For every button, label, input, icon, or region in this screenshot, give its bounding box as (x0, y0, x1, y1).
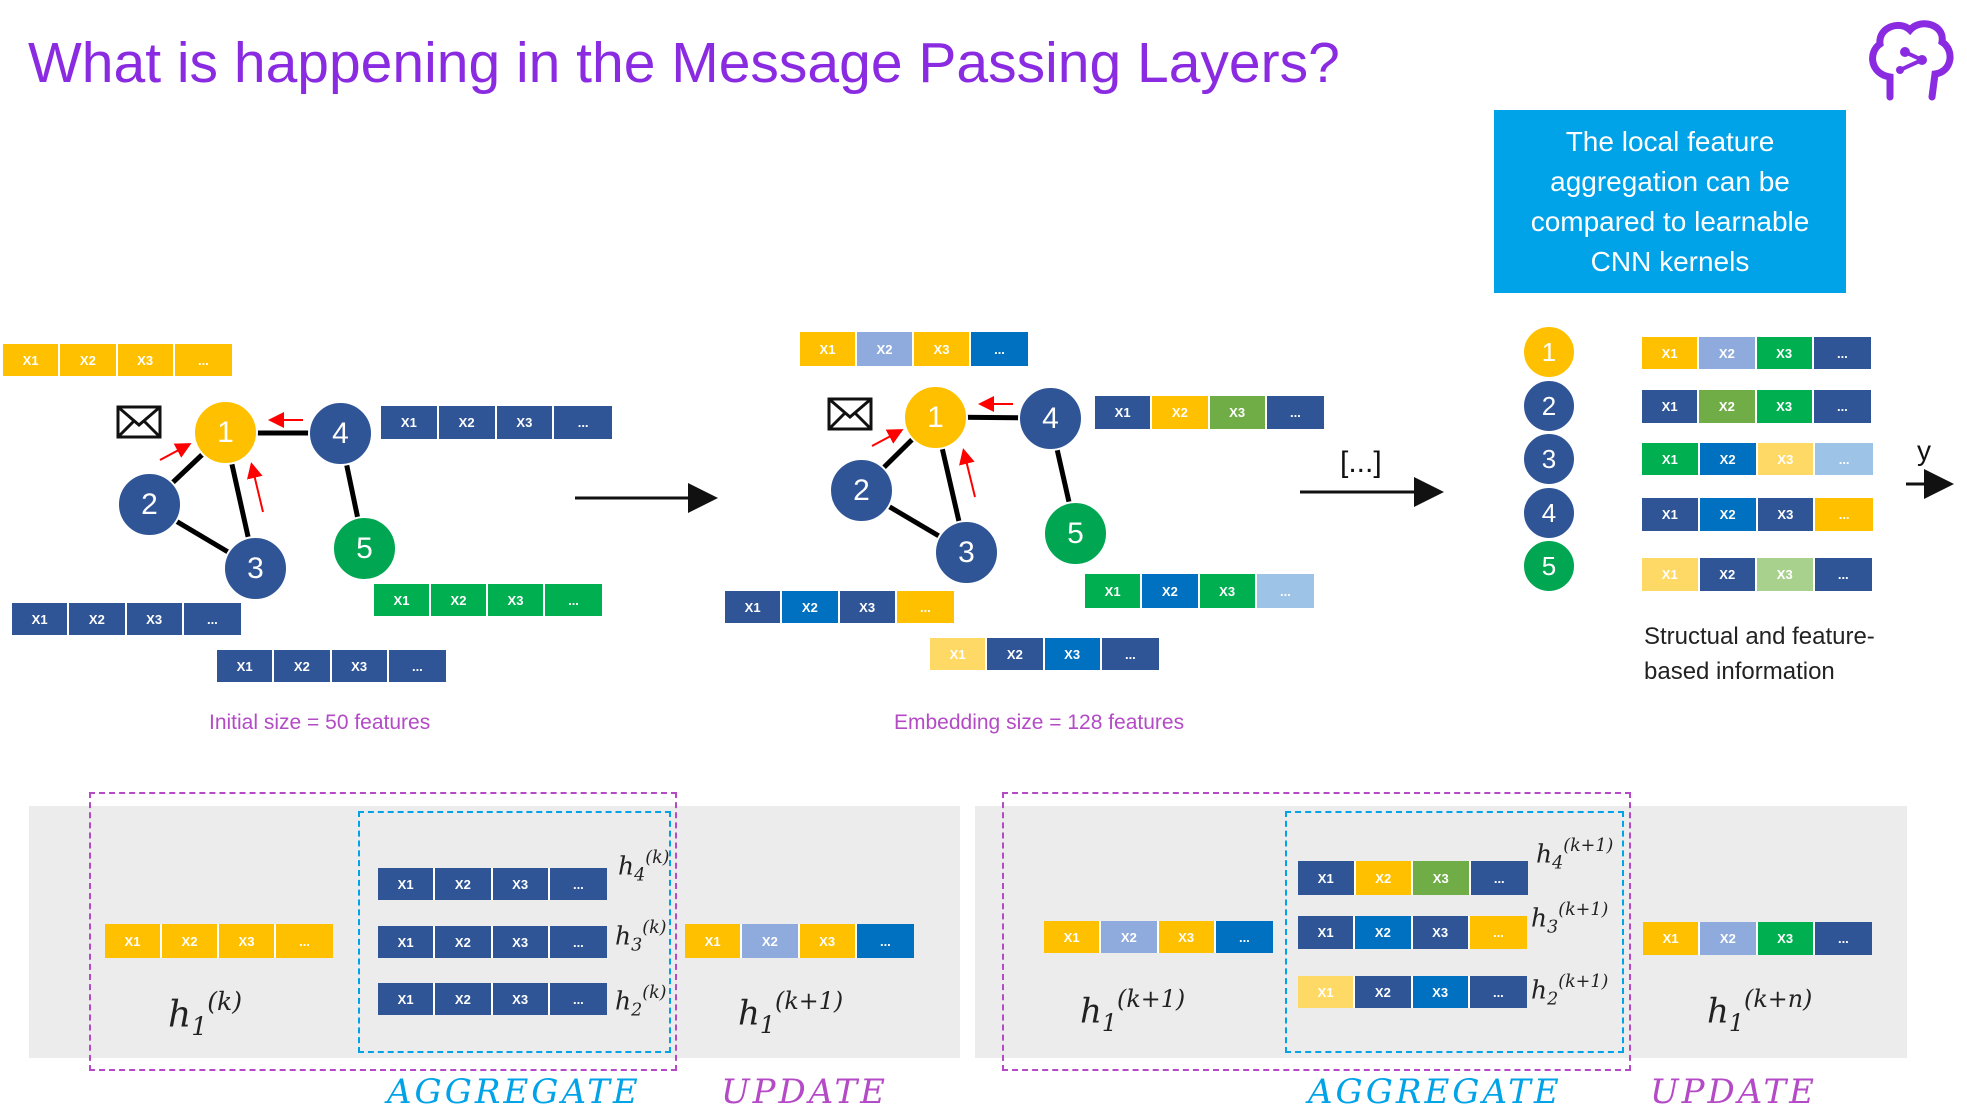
feature-cell: X1 (685, 924, 742, 958)
ellipsis-step: [...] (1340, 446, 1382, 479)
page-title: What is happening in the Message Passing Layers? (28, 31, 1340, 95)
feature-cell: X3 (493, 926, 550, 958)
feature-cell: ... (389, 650, 446, 682)
feature-cell: X2 (1699, 337, 1756, 369)
feature-cell: X2 (435, 868, 492, 900)
feature-cell: X2 (1101, 921, 1158, 953)
result-node-4: 4 (1522, 486, 1576, 540)
feature-cell: ... (184, 603, 241, 635)
feature-cell: X1 (1642, 443, 1700, 475)
feature-cell: X2 (1700, 443, 1758, 475)
feature-cell: X2 (1152, 396, 1209, 429)
message-arrow (160, 445, 188, 460)
feature-cell: ... (1470, 976, 1527, 1008)
feature-cell: X1 (1298, 916, 1355, 949)
feature-cell: X1 (930, 638, 987, 670)
graph-node-4: 4 (308, 401, 373, 466)
feature-cell: X3 (1045, 638, 1102, 670)
feature-cell: X1 (1095, 396, 1152, 429)
feature-cell: X2 (431, 584, 488, 616)
graph-node-3: 3 (223, 536, 288, 601)
feature-vector-node-5 (374, 584, 602, 616)
feature-cell: X3 (1757, 558, 1815, 591)
graph-node-4: 4 (1018, 386, 1083, 451)
feature-cell: ... (1102, 638, 1159, 670)
feature-cell: X3 (497, 406, 555, 439)
feature-cell: X1 (1642, 337, 1699, 369)
stage-update: UPDATE (721, 1072, 888, 1112)
feature-cell: X2 (857, 332, 914, 366)
result-node-1: 1 (1522, 325, 1576, 379)
feature-cell: X3 (1757, 337, 1814, 369)
feature-cell: X1 (378, 868, 435, 900)
feature-cell: X1 (800, 332, 857, 366)
feature-cell: X1 (1298, 861, 1356, 895)
feature-cell: X3 (1210, 396, 1267, 429)
graph-node-5: 5 (332, 516, 397, 581)
feature-cell: X3 (1413, 861, 1471, 895)
feature-cell: ... (897, 591, 954, 623)
vector-h1k1 (1044, 921, 1273, 953)
feature-cell: ... (550, 983, 607, 1015)
feature-vector-node-1 (800, 332, 1028, 366)
output-label: y (1917, 435, 1931, 466)
feature-cell: X3 (118, 344, 175, 376)
feature-cell: X1 (381, 406, 439, 439)
feature-cell: X3 (914, 332, 971, 366)
feature-cell: X3 (840, 591, 897, 623)
feature-cell: X3 (1757, 390, 1814, 423)
graph-node-5: 5 (1043, 501, 1108, 566)
callout-text: The local feature aggregation can be compared to learnable CNN kernels (1530, 125, 1810, 277)
feature-cell: ... (971, 332, 1028, 366)
feature-cell: X3 (127, 603, 184, 635)
result-vector-node-2 (1642, 390, 1871, 423)
feature-vector-node-2 (725, 591, 954, 623)
feature-cell: ... (545, 584, 602, 616)
feature-cell: X1 (1044, 921, 1101, 953)
feature-cell: X3 (800, 924, 857, 958)
feature-cell: X2 (439, 406, 497, 439)
result-vector-node-3 (1642, 443, 1873, 475)
graph-node-1: 1 (193, 400, 258, 465)
feature-cell: X2 (782, 591, 839, 623)
feature-cell: ... (1470, 916, 1527, 949)
feature-cell: ... (550, 868, 607, 900)
feature-cell: ... (1815, 558, 1873, 591)
label-h1k: $h_1^{(k)}$ (168, 987, 243, 1042)
feature-cell: X1 (378, 983, 435, 1015)
message-arrow (252, 466, 263, 512)
vector-h3k1 (1298, 916, 1527, 949)
graph-node-2: 2 (829, 458, 894, 523)
feature-cell: ... (1815, 443, 1873, 475)
feature-vector-node-1 (3, 344, 232, 376)
feature-cell: ... (1814, 390, 1871, 423)
structural-info-text: Structual and feature-based information (1644, 623, 1875, 685)
feature-cell: ... (1815, 922, 1872, 955)
feature-vector-node-4 (381, 406, 612, 439)
feature-cell: X2 (1699, 390, 1756, 423)
feature-cell: X3 (1200, 574, 1257, 608)
feature-cell: X1 (1642, 498, 1700, 531)
vector-h2k (378, 983, 607, 1015)
label-h1kn: $h_1^{(k+n)}$ (1707, 985, 1813, 1037)
label-h2k: $h_2^{(k)}$ (615, 983, 667, 1021)
feature-cell: X3 (488, 584, 545, 616)
message-arrow (872, 431, 900, 446)
vector-h1kn (1643, 922, 1872, 955)
feature-cell: X2 (1355, 916, 1412, 949)
vector-h2k1 (1298, 976, 1527, 1008)
feature-vector-node-3 (930, 638, 1159, 670)
feature-cell: X2 (742, 924, 799, 958)
graph-node-2: 2 (117, 472, 182, 537)
message-arrow (964, 452, 975, 497)
feature-cell: X3 (1413, 976, 1470, 1008)
feature-cell: X3 (1159, 921, 1216, 953)
vector-h4k (378, 868, 607, 900)
feature-vector-node-5 (1085, 574, 1314, 608)
feature-cell: X2 (274, 650, 331, 682)
label-h1k1: $h_1^{(k+1)}$ (738, 987, 844, 1039)
feature-cell: X1 (1642, 390, 1699, 423)
feature-vector-node-3 (217, 650, 446, 682)
feature-cell: X2 (1700, 558, 1758, 591)
feature-cell: X3 (1758, 443, 1816, 475)
feature-cell: X1 (1642, 558, 1700, 591)
feature-cell: X2 (69, 603, 126, 635)
feature-vector-node-2 (12, 603, 241, 635)
result-vector-node-4 (1642, 498, 1873, 531)
feature-cell: X1 (1298, 976, 1355, 1008)
feature-cell: X1 (1643, 922, 1700, 955)
feature-cell: ... (1471, 861, 1529, 895)
feature-cell: ... (1257, 574, 1314, 608)
feature-cell: X3 (219, 924, 276, 958)
result-node-5: 5 (1522, 539, 1576, 593)
feature-cell: X3 (1758, 922, 1815, 955)
vector-h1k1 (685, 924, 914, 958)
feature-cell: X3 (332, 650, 389, 682)
feature-cell: X2 (435, 926, 492, 958)
feature-cell: ... (554, 406, 612, 439)
feature-cell: X1 (725, 591, 782, 623)
envelope-icon (116, 405, 162, 439)
feature-cell: ... (550, 926, 607, 958)
result-node-2: 2 (1522, 379, 1576, 433)
feature-cell: X1 (1085, 574, 1142, 608)
label-h4k: $h_4^{(k)}$ (618, 848, 670, 886)
stage-aggregate: AGGREGATE (387, 1072, 641, 1112)
vector-h1k (105, 924, 333, 958)
feature-cell: X2 (987, 638, 1044, 670)
result-vector-node-1 (1642, 337, 1871, 369)
feature-cell: X2 (435, 983, 492, 1015)
feature-cell: ... (857, 924, 914, 958)
feature-cell: ... (276, 924, 333, 958)
feature-vector-node-4 (1095, 396, 1324, 429)
feature-cell: ... (1216, 921, 1273, 953)
label-h1k1: $h_1^{(k+1)}$ (1080, 985, 1186, 1037)
feature-cell: ... (175, 344, 232, 376)
vector-h4k1 (1298, 861, 1528, 895)
feature-cell: X2 (162, 924, 219, 958)
label-h2k1: $h_2^{(k+1)}$ (1531, 972, 1609, 1010)
graph-node-3: 3 (934, 520, 999, 585)
feature-cell: X3 (493, 983, 550, 1015)
label-h3k: $h_3^{(k)}$ (615, 918, 667, 956)
feature-cell: X1 (374, 584, 431, 616)
graph-node-1: 1 (903, 385, 968, 450)
label-h4k1: $h_4^{(k+1)}$ (1536, 836, 1614, 874)
feature-cell: X3 (1758, 498, 1816, 531)
feature-cell: X1 (3, 344, 60, 376)
feature-cell: X3 (1413, 916, 1470, 949)
feature-cell: X1 (378, 926, 435, 958)
envelope-icon (827, 397, 873, 431)
feature-cell: X2 (60, 344, 117, 376)
caption-initial-size: Initial size = 50 features (209, 711, 431, 734)
feature-cell: X1 (12, 603, 69, 635)
vector-h3k (378, 926, 607, 958)
feature-cell: X2 (1355, 976, 1412, 1008)
stage-update: UPDATE (1650, 1072, 1817, 1112)
feature-cell: X1 (105, 924, 162, 958)
feature-cell: X2 (1142, 574, 1199, 608)
label-h3k1: $h_3^{(k+1)}$ (1531, 900, 1609, 938)
result-node-3: 3 (1522, 432, 1576, 486)
stage-aggregate: AGGREGATE (1308, 1072, 1562, 1112)
feature-cell: X2 (1356, 861, 1414, 895)
result-vector-node-5 (1642, 558, 1872, 591)
feature-cell: X1 (217, 650, 274, 682)
feature-cell: ... (1814, 337, 1871, 369)
caption-embedding-size: Embedding size = 128 features (894, 711, 1185, 734)
feature-cell: X3 (493, 868, 550, 900)
feature-cell: ... (1815, 498, 1873, 531)
feature-cell: X2 (1700, 498, 1758, 531)
feature-cell: ... (1267, 396, 1324, 429)
feature-cell: X2 (1700, 922, 1757, 955)
